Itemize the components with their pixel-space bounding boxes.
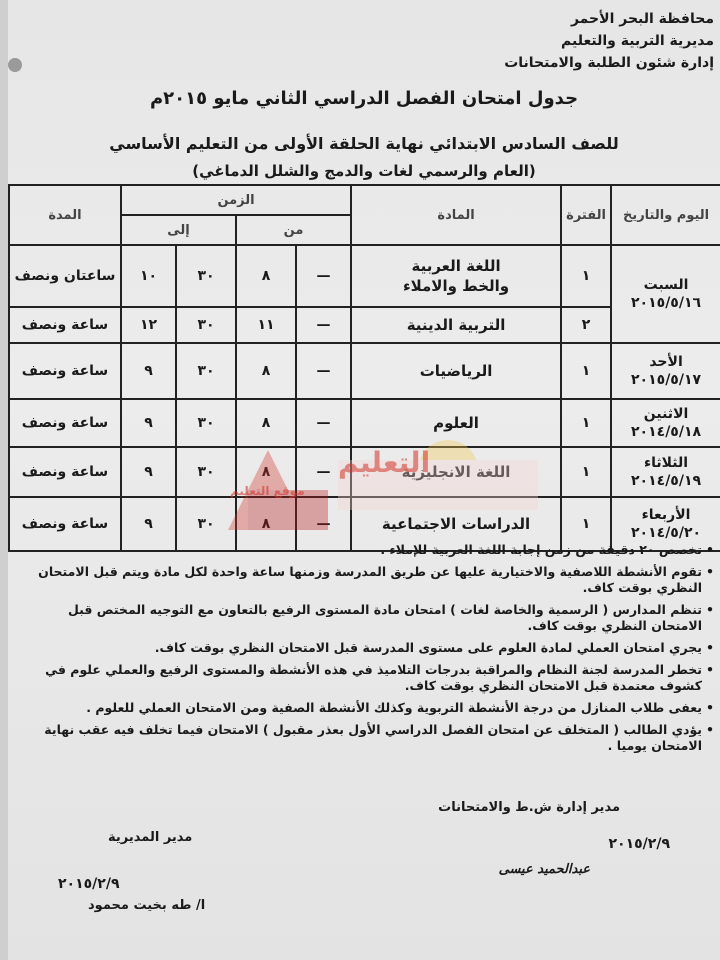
to-minute-cell: ٣٠: [176, 343, 236, 399]
from-minute-cell: —: [296, 245, 351, 307]
table-row: [9, 343, 720, 399]
from-hour-cell: ١١: [236, 307, 296, 343]
day-date-cell: [611, 399, 720, 447]
duration-cell: ساعة ونصف: [9, 497, 121, 551]
header-from: من: [236, 215, 351, 245]
header-subject: المادة: [351, 185, 561, 245]
header-duration: المدة: [9, 185, 121, 245]
period-cell: ١: [561, 245, 611, 307]
from-hour-cell: ٨: [236, 447, 296, 497]
period-cell: ١: [561, 497, 611, 551]
day-date-cell: [611, 447, 720, 497]
to-hour-cell: ١٠: [121, 245, 176, 307]
day-name: الأحد: [649, 354, 683, 370]
notes-list: [16, 542, 714, 760]
director-signature-date: ٢٠١٥/٢/٩: [58, 876, 120, 892]
note-item: • يؤدي الطالب ( المتخلف عن امتحان الفصل الدراسي الأول بعذر مقبول ) الامتحان فيما تخلف فيه عقب نهاية الامتحان يوميا .: [16, 722, 714, 754]
subject-line-2: والخط والاملاء: [402, 277, 510, 295]
note-item: • تنظم المدارس ( الرسمية والخاصة لغات ) امتحان مادة المستوى الرفيع بالتعاون مع التوجيه المختص قبل الامتحان النظري بوقت كاف.: [16, 602, 714, 634]
admin-signature-name: عبدالحميد عيسى: [498, 862, 590, 877]
duration-cell: ساعة ونصف: [9, 343, 121, 399]
to-hour-cell: ٩: [121, 497, 176, 551]
note-item: • يجري امتحان العملي لمادة العلوم على مستوى المدرسة قبل الامتحان النظري بوقت كاف.: [16, 640, 714, 656]
to-hour-cell: ١٢: [121, 307, 176, 343]
note-item: • تخطر المدرسة لجنة النظام والمراقبة بدرجات التلاميذ في هذه الأنشطة والمستوى الرفيع والعملي علوم في كشوف معتمدة قبل الامتحان النظري بوقت كاف.: [16, 662, 714, 694]
watermark-text: التعليم: [338, 446, 431, 479]
header-day-date: اليوم والتاريخ: [611, 185, 720, 245]
to-minute-cell: ٣٠: [176, 497, 236, 551]
header-time: الزمن: [121, 185, 351, 215]
from-minute-cell: —: [296, 307, 351, 343]
subject-line-1: الدراسات الاجتماعية: [381, 515, 531, 533]
to-minute-cell: ٣٠: [176, 307, 236, 343]
exam-date: ٢٠١٥/٥/١٧: [631, 372, 702, 388]
from-hour-cell: ٨: [236, 399, 296, 447]
to-minute-cell: ٣٠: [176, 399, 236, 447]
from-minute-cell: —: [296, 399, 351, 447]
period-cell: ٢: [561, 307, 611, 343]
header-period: الفترة: [561, 185, 611, 245]
header-to: إلى: [121, 215, 236, 245]
to-hour-cell: ٩: [121, 343, 176, 399]
to-minute-cell: ٣٠: [176, 447, 236, 497]
subject-line-1: التربية الدينية: [406, 316, 506, 334]
subject-line-1: اللغة الانجليزية: [401, 463, 511, 481]
exam-date: ٢٠١٤/٥/٢٠: [631, 525, 702, 541]
directorate-line: مديرية التربية والتعليم: [561, 33, 714, 49]
subject-line-1: العلوم: [433, 414, 479, 432]
category-subtitle: (العام والرسمي لغات والدمج والشلل الدماغي): [192, 162, 536, 180]
from-hour-cell: ٨: [236, 245, 296, 307]
to-minute-cell: ٣٠: [176, 245, 236, 307]
from-hour-cell: ٨: [236, 497, 296, 551]
office-header: [504, 8, 714, 74]
governorate-line: محافظة البحر الأحمر: [570, 11, 714, 27]
note-item: • تقوم الأنشطة اللاصفية والاختيارية عليها عن طريق المدرسة وزمنها ساعة واحدة لكل مادة ويتم قبل الامتحان النظري بوقت كاف.: [16, 564, 714, 596]
day-date-cell: [611, 343, 720, 399]
punch-hole: [8, 58, 22, 72]
from-minute-cell: —: [296, 447, 351, 497]
exam-date: ٢٠١٤/٥/١٨: [631, 424, 702, 440]
period-cell: ١: [561, 343, 611, 399]
from-minute-cell: —: [296, 343, 351, 399]
note-item: • يعفى طلاب المنازل من درجة الأنشطة التربوية وكذلك الأنشطة الصفية ومن الامتحان العملي للعلوم .: [16, 700, 714, 716]
duration-cell: ساعة ونصف: [9, 399, 121, 447]
duration-cell: ساعة ونصف: [9, 307, 121, 343]
period-cell: ١: [561, 399, 611, 447]
exam-date: ٢٠١٥/٥/١٦: [631, 295, 702, 311]
day-date-cell: [611, 245, 720, 343]
director-signature-title: مدير المديرية: [108, 830, 193, 845]
watermark-subtext: موقع التعليم: [230, 484, 305, 498]
note-item: • تخصص ٢٠ دقيقة من زمن إجابة اللغة العربية للإملاء .: [16, 542, 714, 558]
admin-signature-date: ٢٠١٥/٢/٩: [608, 836, 670, 852]
document-page: [8, 0, 720, 960]
to-hour-cell: ٩: [121, 447, 176, 497]
subject-line-1: الرياضيات: [419, 362, 493, 380]
from-hour-cell: ٨: [236, 343, 296, 399]
director-signature-name: ا/ طه بخيت محمود: [88, 898, 206, 913]
table-row: [9, 399, 720, 447]
exam-schedule-table: [8, 184, 720, 552]
subject-cell: [351, 343, 561, 399]
subject-cell: [351, 307, 561, 343]
duration-cell: ساعة ونصف: [9, 447, 121, 497]
subject-line-1: اللغة العربية: [411, 257, 501, 275]
exam-date: ٢٠١٤/٥/١٩: [631, 473, 702, 489]
day-name: السبت: [643, 277, 689, 293]
grade-subtitle: للصف السادس الابتدائي نهاية الحلقة الأولى من التعليم الأساسي: [109, 134, 619, 153]
duration-cell: ساعتان ونصف: [9, 245, 121, 307]
from-minute-cell: —: [296, 497, 351, 551]
to-hour-cell: ٩: [121, 399, 176, 447]
day-name: الأربعاء: [641, 507, 691, 523]
schedule-title: جدول امتحان الفصل الدراسي الثاني مايو ٢٠١٥م: [149, 88, 579, 109]
day-name: الثلاثاء: [644, 455, 689, 471]
subject-cell: [351, 245, 561, 307]
department-line: إدارة شئون الطلبة والامتحانات: [504, 55, 714, 71]
period-cell: ١: [561, 447, 611, 497]
table-row: [9, 245, 720, 307]
day-name: الاثنين: [643, 406, 689, 422]
subject-cell: [351, 399, 561, 447]
admin-signature-title: مدير إدارة ش.ط والامتحانات: [438, 800, 620, 815]
